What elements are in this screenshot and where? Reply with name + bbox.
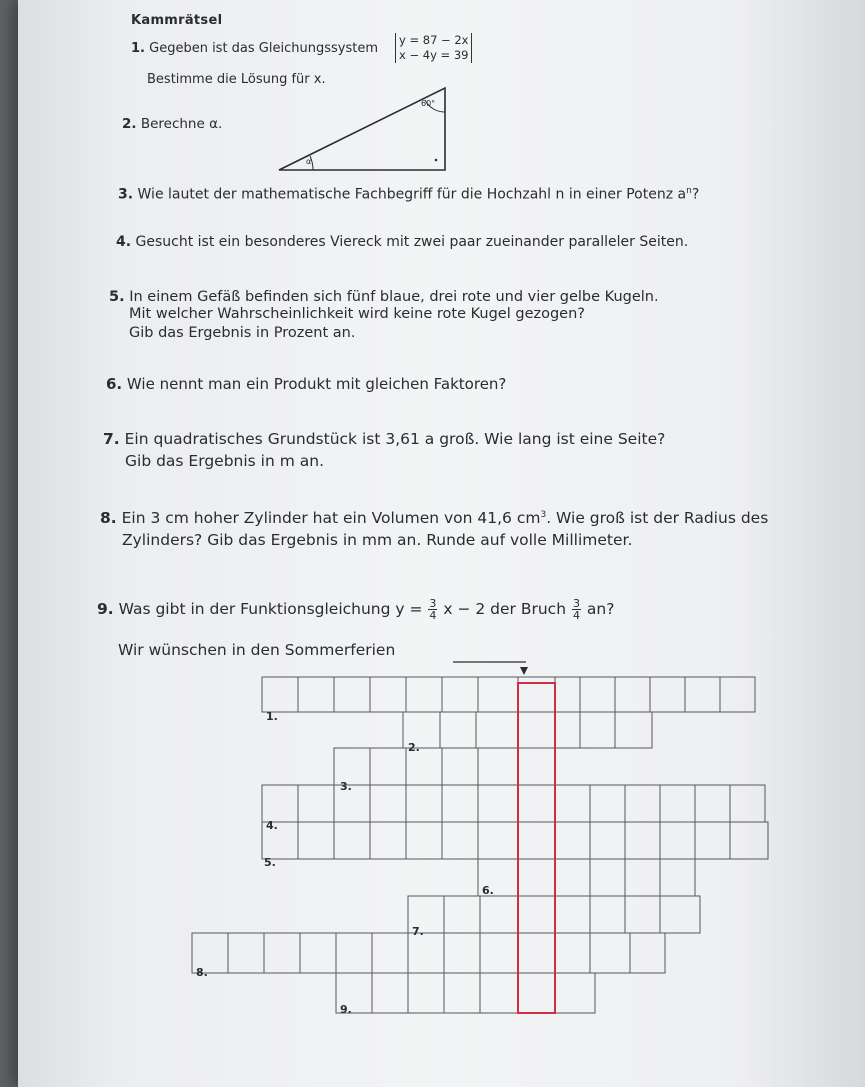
crossword-cell[interactable] xyxy=(480,973,518,1013)
question-7-number: 7. xyxy=(103,430,120,448)
row-9-label: 9. xyxy=(340,1003,352,1016)
fraction-2-numerator: 3 xyxy=(572,597,580,610)
crossword-cell[interactable] xyxy=(615,677,650,712)
crossword-cell[interactable] xyxy=(334,822,370,859)
question-8-exponent: 3 xyxy=(540,509,547,520)
crossword-cell[interactable] xyxy=(590,785,625,822)
crossword-cell[interactable] xyxy=(590,896,625,933)
crossword-grid xyxy=(192,677,768,1013)
question-9-number: 9. xyxy=(97,600,114,618)
crossword-cell[interactable] xyxy=(298,785,334,822)
question-9-text-a: Was gibt in der Funktionsgleichung y = xyxy=(118,600,423,618)
crossword-cell[interactable] xyxy=(590,822,625,859)
crossword-cell[interactable] xyxy=(262,785,298,822)
crossword-cell[interactable] xyxy=(478,822,518,859)
crossword-cell[interactable] xyxy=(590,859,625,896)
crossword-cell[interactable] xyxy=(555,677,580,712)
crossword-cell[interactable] xyxy=(518,859,555,896)
crossword-cell[interactable] xyxy=(555,785,590,822)
question-5-line-1 xyxy=(109,289,659,305)
row-3-label: 3. xyxy=(340,780,352,793)
question-4-number: 4. xyxy=(116,234,132,250)
page-title: Kammrätsel xyxy=(131,13,223,28)
crossword-cell[interactable] xyxy=(372,933,408,973)
question-1-subtask: Bestimme die Lösung für x. xyxy=(147,72,326,87)
crossword-cell[interactable] xyxy=(518,896,555,933)
question-7-line-2: Gib das Ergebnis in m an. xyxy=(125,452,324,470)
crossword-cell[interactable] xyxy=(720,677,755,712)
question-3-end: ? xyxy=(691,186,700,203)
crossword-cell[interactable] xyxy=(625,822,660,859)
crossword-cell[interactable] xyxy=(300,933,336,973)
crossword-cell[interactable] xyxy=(580,677,615,712)
row-6-label: 6. xyxy=(482,884,494,897)
row-7-label: 7. xyxy=(412,925,424,938)
crossword-cell[interactable] xyxy=(444,973,480,1013)
question-3-exponent: n xyxy=(686,186,692,196)
fraction-three-quarters-1 xyxy=(428,598,437,621)
crossword-cell[interactable] xyxy=(660,822,695,859)
crossword-cell[interactable] xyxy=(555,973,595,1013)
crossword-cell[interactable] xyxy=(370,822,406,859)
question-2-text: Berechne α. xyxy=(140,116,223,132)
question-7-text-1: Ein quadratisches Grundstück ist 3,61 a groß. Wie lang ist eine Seite? xyxy=(124,430,666,448)
question-8-line-2: Zylinders? Gib das Ergebnis in mm an. Runde auf volle Millimeter. xyxy=(122,531,633,549)
crossword-cell[interactable] xyxy=(615,712,652,748)
crossword-cell[interactable] xyxy=(298,677,334,712)
closing-message: Wir wünschen in den Sommerferien xyxy=(118,641,396,659)
crossword-cell[interactable] xyxy=(518,785,555,822)
crossword-cell[interactable] xyxy=(660,785,695,822)
question-6-text: Wie nennt man ein Produkt mit gleichen Faktoren? xyxy=(126,375,507,393)
question-2-number: 2. xyxy=(122,116,137,132)
question-6-number: 6. xyxy=(106,375,123,393)
crossword-cell[interactable] xyxy=(442,822,478,859)
crossword-cell[interactable] xyxy=(442,785,478,822)
crossword-cell[interactable] xyxy=(442,677,478,712)
arrow-indicator xyxy=(453,662,528,675)
question-7-line-1 xyxy=(103,430,665,448)
crossword-cell[interactable] xyxy=(440,712,476,748)
crossword-cell[interactable] xyxy=(625,785,660,822)
crossword-cell[interactable] xyxy=(695,785,730,822)
crossword-cell[interactable] xyxy=(730,785,765,822)
question-1-text: Gegeben ist das Gleichungssystem xyxy=(149,41,378,56)
fraction-2-denominator: 4 xyxy=(572,609,580,622)
question-4-text: Gesucht ist ein besonderes Viereck mit zwei paar zueinander paralleler Seiten. xyxy=(135,234,689,250)
question-8-line-1 xyxy=(100,509,768,527)
equation-1: y = 87 − 2x xyxy=(399,33,469,47)
crossword-cell[interactable] xyxy=(372,973,408,1013)
crossword-cell[interactable] xyxy=(650,677,685,712)
crossword-cell[interactable] xyxy=(555,822,590,859)
question-3-text: Wie lautet der mathematische Fachbegriff für die Hochzahl n in einer Potenz a xyxy=(137,186,687,203)
crossword-cell[interactable] xyxy=(336,933,372,973)
question-8-number: 8. xyxy=(100,509,117,527)
row-5-label: 5. xyxy=(264,856,276,869)
question-1-number: 1. xyxy=(131,41,145,56)
question-5-text-1: In einem Gefäß befinden sich fünf blaue, drei rote und vier gelbe Kugeln. xyxy=(129,289,659,305)
crossword-cell[interactable] xyxy=(625,896,660,933)
crossword-cell[interactable] xyxy=(408,933,444,973)
crossword-cell[interactable] xyxy=(476,712,518,748)
question-6 xyxy=(106,375,506,393)
crossword-cell[interactable] xyxy=(406,785,442,822)
crossword-cell[interactable] xyxy=(660,896,700,933)
crossword-cell[interactable] xyxy=(444,896,480,933)
question-3-number: 3. xyxy=(118,186,134,203)
crossword-cell[interactable] xyxy=(518,822,555,859)
angle-60-label: 60° xyxy=(421,99,436,108)
crossword-cell[interactable] xyxy=(480,933,518,973)
question-3 xyxy=(118,186,699,203)
crossword-cell[interactable] xyxy=(695,822,730,859)
right-triangle-figure xyxy=(279,88,445,170)
fraction-three-quarters-2 xyxy=(572,598,581,621)
crossword-cell[interactable] xyxy=(555,896,590,933)
crossword-cell[interactable] xyxy=(625,859,660,896)
crossword-cell[interactable] xyxy=(518,973,555,1013)
crossword-cell[interactable] xyxy=(518,712,555,748)
question-5-number: 5. xyxy=(109,289,125,305)
question-9-text-b: x − 2 der Bruch xyxy=(443,600,567,618)
crossword-cell[interactable] xyxy=(444,933,480,973)
question-8-text-1b: . Wie groß ist der Radius des xyxy=(546,509,769,527)
crossword-cell[interactable] xyxy=(370,748,406,785)
row-8-label: 8. xyxy=(196,966,208,979)
question-5-line-3: Gib das Ergebnis in Prozent an. xyxy=(129,325,356,341)
crossword-cell[interactable] xyxy=(298,822,334,859)
question-9 xyxy=(97,598,614,621)
solution-column-highlight xyxy=(518,683,555,1013)
crossword-cell[interactable] xyxy=(478,677,518,712)
crossword-cell[interactable] xyxy=(262,677,298,712)
question-9-text-c: an? xyxy=(586,600,615,618)
fraction-1-denominator: 4 xyxy=(429,609,437,622)
crossword-cell[interactable] xyxy=(685,677,720,712)
question-8-text-1a: Ein 3 cm hoher Zylinder hat ein Volumen von 41,6 cm xyxy=(121,509,541,527)
crossword-cell[interactable] xyxy=(555,859,590,896)
crossword-cell[interactable] xyxy=(478,748,518,785)
crossword-cell[interactable] xyxy=(590,933,630,973)
row-2-label: 2. xyxy=(408,741,420,754)
crossword-cell[interactable] xyxy=(660,859,695,896)
question-4 xyxy=(116,234,688,250)
crossword-cell[interactable] xyxy=(442,748,478,785)
crossword-cell[interactable] xyxy=(334,677,370,712)
crossword-cell[interactable] xyxy=(480,896,518,933)
crossword-cell[interactable] xyxy=(370,677,406,712)
crossword-cell[interactable] xyxy=(406,677,442,712)
equation-2: x − 4y = 39 xyxy=(399,48,469,62)
row-1-label: 1. xyxy=(266,710,278,723)
angle-alpha-label: α xyxy=(306,157,312,166)
crossword-cell[interactable] xyxy=(630,933,665,973)
crossword-cell[interactable] xyxy=(518,748,555,785)
crossword-cell[interactable] xyxy=(478,785,518,822)
crossword-cell[interactable] xyxy=(518,933,555,973)
crossword-cell[interactable] xyxy=(370,785,406,822)
crossword-cell[interactable] xyxy=(408,973,444,1013)
crossword-cell[interactable] xyxy=(406,822,442,859)
crossword-cell[interactable] xyxy=(555,933,590,973)
crossword-cell[interactable] xyxy=(730,822,768,859)
question-5-line-2: Mit welcher Wahrscheinlichkeit wird keine rote Kugel gezogen? xyxy=(129,306,585,322)
fraction-1-numerator: 3 xyxy=(429,597,437,610)
crossword-cell[interactable] xyxy=(580,712,615,748)
crossword-cell[interactable] xyxy=(228,933,264,973)
row-4-label: 4. xyxy=(266,819,278,832)
crossword-cell[interactable] xyxy=(264,933,300,973)
crossword-cell[interactable] xyxy=(555,712,580,748)
